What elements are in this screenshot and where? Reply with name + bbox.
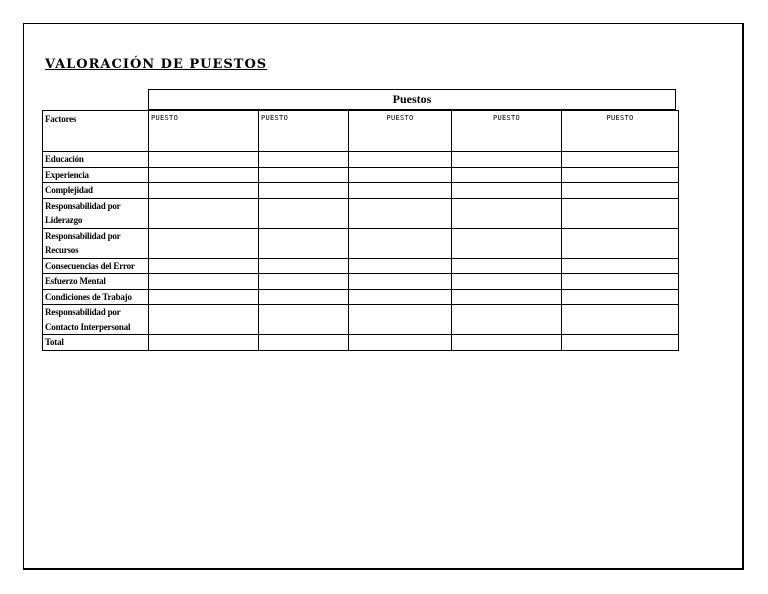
puesto-column-header-5: PUESTO <box>562 111 679 152</box>
score-cell <box>349 152 452 168</box>
score-cell <box>562 183 679 199</box>
score-cell <box>149 335 259 351</box>
score-cell <box>259 198 349 228</box>
puesto-column-header-4: PUESTO <box>452 111 562 152</box>
score-cell <box>149 167 259 183</box>
factors-column-header: Factores <box>43 111 149 152</box>
score-cell <box>149 274 259 290</box>
score-cell <box>452 152 562 168</box>
valoracion-table <box>42 110 679 351</box>
score-cell <box>562 228 679 258</box>
document-title: VALORACIÓN DE PUESTOS <box>45 57 268 72</box>
score-cell <box>452 228 562 258</box>
factor-cell: Responsabilidad por Liderazgo <box>43 198 149 228</box>
score-cell <box>562 274 679 290</box>
factor-cell: Total <box>43 335 149 351</box>
score-cell <box>349 228 452 258</box>
score-cell <box>349 167 452 183</box>
score-cell <box>562 305 679 335</box>
score-cell <box>349 198 452 228</box>
score-cell <box>562 258 679 274</box>
score-cell <box>259 305 349 335</box>
score-cell <box>259 183 349 199</box>
puesto-column-header-2: PUESTO <box>259 111 349 152</box>
factor-cell: Condiciones de Trabajo <box>43 289 149 305</box>
score-cell <box>349 274 452 290</box>
puestos-group-header: Puestos <box>148 89 676 110</box>
score-cell <box>259 152 349 168</box>
score-cell <box>562 335 679 351</box>
table-row <box>43 289 679 305</box>
score-cell <box>452 289 562 305</box>
score-cell <box>452 167 562 183</box>
table-header-row <box>43 111 679 152</box>
score-cell <box>349 289 452 305</box>
factor-cell: Consecuencias del Error <box>43 258 149 274</box>
score-cell <box>149 305 259 335</box>
score-cell <box>259 258 349 274</box>
score-cell <box>452 274 562 290</box>
factor-cell: Complejidad <box>43 183 149 199</box>
score-cell <box>452 305 562 335</box>
score-cell <box>349 335 452 351</box>
score-cell <box>349 183 452 199</box>
score-cell <box>452 258 562 274</box>
score-cell <box>149 258 259 274</box>
table-row <box>43 305 679 335</box>
score-cell <box>562 198 679 228</box>
factor-cell: Responsabilidad por Contacto Interpersonal <box>43 305 149 335</box>
table-row <box>43 335 679 351</box>
table-row <box>43 183 679 199</box>
factor-cell: Experiencia <box>43 167 149 183</box>
score-cell <box>349 305 452 335</box>
score-cell <box>149 228 259 258</box>
score-cell <box>259 289 349 305</box>
table-row <box>43 167 679 183</box>
score-cell <box>259 167 349 183</box>
score-cell <box>149 152 259 168</box>
factor-cell: Educación <box>43 152 149 168</box>
score-cell <box>259 274 349 290</box>
score-cell <box>259 228 349 258</box>
score-cell <box>562 152 679 168</box>
score-cell <box>562 167 679 183</box>
score-cell <box>149 289 259 305</box>
factor-cell: Esfuerzo Mental <box>43 274 149 290</box>
table-row <box>43 198 679 228</box>
score-cell <box>149 183 259 199</box>
puesto-column-header-1: PUESTO <box>149 111 259 152</box>
score-cell <box>259 335 349 351</box>
puesto-column-header-3: PUESTO <box>349 111 452 152</box>
table-row <box>43 258 679 274</box>
score-cell <box>452 183 562 199</box>
table-row <box>43 228 679 258</box>
score-cell <box>452 198 562 228</box>
factor-cell: Responsabilidad por Recursos <box>43 228 149 258</box>
table-row <box>43 152 679 168</box>
score-cell <box>452 335 562 351</box>
score-cell <box>349 258 452 274</box>
score-cell <box>562 289 679 305</box>
score-cell <box>149 198 259 228</box>
table-row <box>43 274 679 290</box>
